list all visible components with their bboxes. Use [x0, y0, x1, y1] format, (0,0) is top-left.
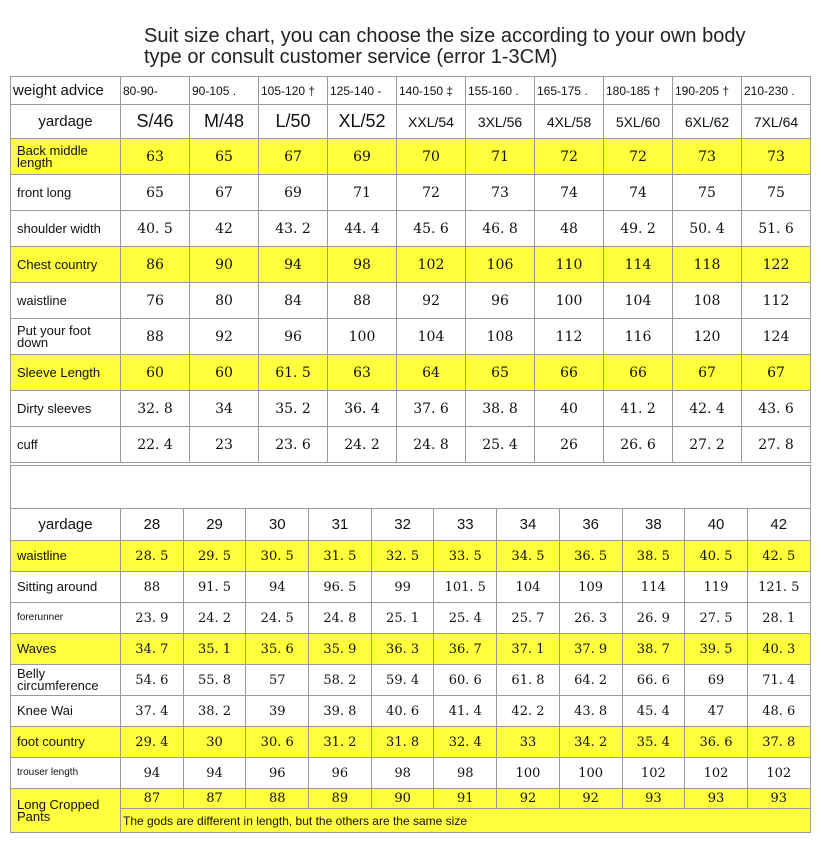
- row-put-your-foot-down: [11, 319, 811, 355]
- measurement-cell: 72: [604, 139, 673, 175]
- measurement-cell: 92: [559, 789, 622, 809]
- measurement-cell: 43. 2: [259, 211, 328, 247]
- measurement-cell: 39. 5: [685, 634, 748, 665]
- row-label: Knee Wai: [11, 696, 121, 727]
- row-back-middle-length: [11, 139, 811, 175]
- measurement-cell: 76: [121, 283, 190, 319]
- measurement-cell: 39. 8: [309, 696, 372, 727]
- measurement-cell: 54. 6: [121, 665, 184, 696]
- measurement-cell: 41. 2: [604, 391, 673, 427]
- weight-advice-row: [11, 77, 811, 105]
- measurement-cell: 100: [559, 758, 622, 789]
- row-label: forerunner: [11, 603, 121, 634]
- measurement-cell: 42. 4: [673, 391, 742, 427]
- measurement-cell: 37. 9: [559, 634, 622, 665]
- measurement-cell: 71. 4: [747, 665, 810, 696]
- pants-size-table: [10, 465, 811, 833]
- measurement-cell: 60. 6: [434, 665, 497, 696]
- measurement-cell: 94: [121, 758, 184, 789]
- weight-advice-cell: 90-105 .: [190, 77, 259, 105]
- measurement-cell: 60: [121, 355, 190, 391]
- weight-advice-cell: 190-205 †: [673, 77, 742, 105]
- measurement-cell: 96: [466, 283, 535, 319]
- measurement-cell: 36. 7: [434, 634, 497, 665]
- size-header: 5XL/60: [604, 105, 673, 139]
- row-label: Chest country: [11, 247, 121, 283]
- measurement-cell: 34. 5: [497, 541, 560, 572]
- measurement-cell: 42. 5: [747, 541, 810, 572]
- measurement-cell: 73: [466, 175, 535, 211]
- measurement-cell: 24. 2: [328, 427, 397, 463]
- measurement-cell: 33: [497, 727, 560, 758]
- measurement-cell: 98: [434, 758, 497, 789]
- measurement-cell: 104: [397, 319, 466, 355]
- measurement-cell: 37. 8: [747, 727, 810, 758]
- measurement-cell: 40: [535, 391, 604, 427]
- measurement-cell: 24. 2: [183, 603, 246, 634]
- measurement-cell: 27. 2: [673, 427, 742, 463]
- weight-advice-label: weight advice: [11, 77, 121, 105]
- measurement-cell: 24. 8: [397, 427, 466, 463]
- measurement-cell: 104: [497, 572, 560, 603]
- row-sitting-around: [11, 572, 811, 603]
- measurement-cell: 40. 6: [371, 696, 434, 727]
- measurement-cell: 28. 1: [747, 603, 810, 634]
- measurement-cell: 104: [604, 283, 673, 319]
- size-header: 4XL/58: [535, 105, 604, 139]
- measurement-cell: 66: [604, 355, 673, 391]
- size-header: 38: [622, 509, 685, 541]
- row-label: waistline: [11, 541, 121, 572]
- measurement-cell: 40. 5: [121, 211, 190, 247]
- measurement-cell: 61. 8: [497, 665, 560, 696]
- measurement-cell: 102: [397, 247, 466, 283]
- weight-advice-cell: 140-150 ‡: [397, 77, 466, 105]
- row-label: front long: [11, 175, 121, 211]
- spacer-row: [11, 466, 811, 509]
- size-header: 31: [309, 509, 372, 541]
- measurement-cell: 34. 7: [121, 634, 184, 665]
- measurement-cell: 96: [259, 319, 328, 355]
- measurement-cell: 64. 2: [559, 665, 622, 696]
- measurement-cell: 65: [466, 355, 535, 391]
- measurement-cell: 40. 3: [747, 634, 810, 665]
- measurement-cell: 112: [535, 319, 604, 355]
- measurement-cell: 67: [259, 139, 328, 175]
- row-label: shoulder width: [11, 211, 121, 247]
- measurement-cell: 121. 5: [747, 572, 810, 603]
- size-header: 42: [747, 509, 810, 541]
- measurement-cell: 45. 6: [397, 211, 466, 247]
- measurement-cell: 75: [742, 175, 811, 211]
- measurement-cell: 93: [747, 789, 810, 809]
- measurement-cell: 25. 1: [371, 603, 434, 634]
- size-header: 32: [371, 509, 434, 541]
- measurement-cell: 73: [673, 139, 742, 175]
- measurement-cell: 25. 7: [497, 603, 560, 634]
- yardage-label: yardage: [11, 105, 121, 139]
- measurement-cell: 63: [121, 139, 190, 175]
- weight-advice-cell: 180-185 †: [604, 77, 673, 105]
- measurement-cell: 88: [121, 572, 184, 603]
- row-sleeve-length: [11, 355, 811, 391]
- measurement-cell: 106: [466, 247, 535, 283]
- measurement-cell: 69: [259, 175, 328, 211]
- measurement-cell: 71: [328, 175, 397, 211]
- measurement-cell: 36. 6: [685, 727, 748, 758]
- measurement-cell: 25. 4: [466, 427, 535, 463]
- row-knee-wai: [11, 696, 811, 727]
- measurement-cell: 35. 6: [246, 634, 309, 665]
- measurement-cell: 34: [190, 391, 259, 427]
- measurement-cell: 42: [190, 211, 259, 247]
- measurement-cell: 122: [742, 247, 811, 283]
- measurement-cell: 51. 6: [742, 211, 811, 247]
- measurement-cell: 30: [183, 727, 246, 758]
- measurement-cell: 42. 2: [497, 696, 560, 727]
- measurement-cell: 64: [397, 355, 466, 391]
- measurement-cell: 66. 6: [622, 665, 685, 696]
- row-shoulder-width: [11, 211, 811, 247]
- chart-title: Suit size chart, you can choose the size according to your own body type or consult customer service (error 1-3CM): [144, 25, 746, 68]
- measurement-cell: 102: [747, 758, 810, 789]
- measurement-cell: 22. 4: [121, 427, 190, 463]
- measurement-cell: 108: [466, 319, 535, 355]
- note-row: [11, 809, 811, 833]
- measurement-cell: 35. 1: [183, 634, 246, 665]
- measurement-cell: 102: [622, 758, 685, 789]
- measurement-cell: 84: [259, 283, 328, 319]
- measurement-cell: 119: [685, 572, 748, 603]
- measurement-cell: 100: [328, 319, 397, 355]
- measurement-cell: 73: [742, 139, 811, 175]
- measurement-cell: 75: [673, 175, 742, 211]
- measurement-cell: 37. 6: [397, 391, 466, 427]
- measurement-cell: 67: [673, 355, 742, 391]
- measurement-cell: 92: [190, 319, 259, 355]
- measurement-cell: 114: [622, 572, 685, 603]
- size-header: 29: [183, 509, 246, 541]
- row-label: Sleeve Length: [11, 355, 121, 391]
- measurement-cell: 27. 8: [742, 427, 811, 463]
- measurement-cell: 36. 3: [371, 634, 434, 665]
- measurement-cell: 88: [246, 789, 309, 809]
- measurement-cell: 23: [190, 427, 259, 463]
- measurement-cell: 88: [328, 283, 397, 319]
- jacket-size-table: [10, 76, 811, 463]
- measurement-cell: 35. 2: [259, 391, 328, 427]
- measurement-cell: 45. 4: [622, 696, 685, 727]
- measurement-cell: 26: [535, 427, 604, 463]
- measurement-cell: 88: [121, 319, 190, 355]
- row-label: Sitting around: [11, 572, 121, 603]
- size-header: 30: [246, 509, 309, 541]
- row-belly-circumference: [11, 665, 811, 696]
- measurement-cell: 35. 4: [622, 727, 685, 758]
- measurement-cell: 43. 8: [559, 696, 622, 727]
- row-foot-country: [11, 727, 811, 758]
- row-label: cuff: [11, 427, 121, 463]
- size-header: 6XL/62: [673, 105, 742, 139]
- size-header: 40: [685, 509, 748, 541]
- row-label: Long Cropped Pants: [11, 789, 121, 833]
- weight-advice-cell: 210-230 .: [742, 77, 811, 105]
- measurement-cell: 37. 4: [121, 696, 184, 727]
- weight-advice-cell: 105-120 †: [259, 77, 328, 105]
- row-trouser-length: [11, 758, 811, 789]
- measurement-cell: 57: [246, 665, 309, 696]
- weight-advice-cell: 165-175 .: [535, 77, 604, 105]
- measurement-cell: 55. 8: [183, 665, 246, 696]
- measurement-cell: 32. 5: [371, 541, 434, 572]
- measurement-cell: 27. 5: [685, 603, 748, 634]
- weight-advice-cell: 125-140 -: [328, 77, 397, 105]
- measurement-cell: 37. 1: [497, 634, 560, 665]
- measurement-cell: 74: [535, 175, 604, 211]
- measurement-cell: 80: [190, 283, 259, 319]
- measurement-cell: 24. 8: [309, 603, 372, 634]
- row-label: Waves: [11, 634, 121, 665]
- measurement-cell: 31. 5: [309, 541, 372, 572]
- measurement-cell: 29. 4: [121, 727, 184, 758]
- size-header: M/48: [190, 105, 259, 139]
- measurement-cell: 124: [742, 319, 811, 355]
- measurement-cell: 29. 5: [183, 541, 246, 572]
- row-label: foot country: [11, 727, 121, 758]
- size-header: XXL/54: [397, 105, 466, 139]
- measurement-cell: 36. 5: [559, 541, 622, 572]
- measurement-cell: 116: [604, 319, 673, 355]
- row-waistline: [11, 541, 811, 572]
- measurement-cell: 112: [742, 283, 811, 319]
- measurement-cell: 86: [121, 247, 190, 283]
- measurement-cell: 92: [497, 789, 560, 809]
- measurement-cell: 109: [559, 572, 622, 603]
- measurement-cell: 49. 2: [604, 211, 673, 247]
- measurement-cell: 25. 4: [434, 603, 497, 634]
- measurement-cell: 92: [397, 283, 466, 319]
- measurement-cell: 114: [604, 247, 673, 283]
- row-waves: [11, 634, 811, 665]
- measurement-cell: 94: [246, 572, 309, 603]
- yardage-label: yardage: [11, 509, 121, 541]
- measurement-cell: 23. 6: [259, 427, 328, 463]
- measurement-cell: 32. 4: [434, 727, 497, 758]
- measurement-cell: 40. 5: [685, 541, 748, 572]
- measurement-cell: 87: [183, 789, 246, 809]
- measurement-cell: 96: [309, 758, 372, 789]
- measurement-cell: 108: [673, 283, 742, 319]
- measurement-cell: 31. 2: [309, 727, 372, 758]
- size-header: 28: [121, 509, 184, 541]
- measurement-cell: 26. 6: [604, 427, 673, 463]
- measurement-cell: 44. 4: [328, 211, 397, 247]
- measurement-cell: 43. 6: [742, 391, 811, 427]
- measurement-cell: 26. 9: [622, 603, 685, 634]
- measurement-cell: 89: [309, 789, 372, 809]
- measurement-cell: 67: [190, 175, 259, 211]
- measurement-cell: 94: [183, 758, 246, 789]
- spacer-cell: [11, 466, 811, 509]
- measurement-cell: 38. 7: [622, 634, 685, 665]
- measurement-cell: 24. 5: [246, 603, 309, 634]
- row-label: waistline: [11, 283, 121, 319]
- measurement-cell: 32. 8: [121, 391, 190, 427]
- row-dirty-sleeves: [11, 391, 811, 427]
- measurement-cell: 74: [604, 175, 673, 211]
- measurement-cell: 87: [121, 789, 184, 809]
- measurement-cell: 94: [259, 247, 328, 283]
- measurement-cell: 91. 5: [183, 572, 246, 603]
- measurement-cell: 58. 2: [309, 665, 372, 696]
- size-header: L/50: [259, 105, 328, 139]
- measurement-cell: 23. 9: [121, 603, 184, 634]
- measurement-cell: 41. 4: [434, 696, 497, 727]
- row-forerunner: [11, 603, 811, 634]
- size-header: 33: [434, 509, 497, 541]
- measurement-cell: 102: [685, 758, 748, 789]
- measurement-cell: 91: [434, 789, 497, 809]
- size-header: 7XL/64: [742, 105, 811, 139]
- measurement-cell: 93: [685, 789, 748, 809]
- measurement-cell: 28. 5: [121, 541, 184, 572]
- measurement-cell: 33. 5: [434, 541, 497, 572]
- length-note: The gods are different in length, but the others are the same size: [121, 809, 811, 833]
- measurement-cell: 118: [673, 247, 742, 283]
- measurement-cell: 39: [246, 696, 309, 727]
- measurement-cell: 72: [397, 175, 466, 211]
- measurement-cell: 59. 4: [371, 665, 434, 696]
- measurement-cell: 38. 2: [183, 696, 246, 727]
- measurement-cell: 48: [535, 211, 604, 247]
- measurement-cell: 38. 8: [466, 391, 535, 427]
- size-header: 3XL/56: [466, 105, 535, 139]
- measurement-cell: 69: [328, 139, 397, 175]
- measurement-cell: 96: [246, 758, 309, 789]
- pants-yardage-row: [11, 509, 811, 541]
- measurement-cell: 93: [622, 789, 685, 809]
- measurement-cell: 31. 8: [371, 727, 434, 758]
- measurement-cell: 61. 5: [259, 355, 328, 391]
- measurement-cell: 98: [371, 758, 434, 789]
- measurement-cell: 90: [371, 789, 434, 809]
- row-waistline: [11, 283, 811, 319]
- measurement-cell: 100: [535, 283, 604, 319]
- measurement-cell: 96. 5: [309, 572, 372, 603]
- row-long-cropped-pants: [11, 789, 811, 809]
- measurement-cell: 70: [397, 139, 466, 175]
- size-header: 36: [559, 509, 622, 541]
- measurement-cell: 98: [328, 247, 397, 283]
- measurement-cell: 71: [466, 139, 535, 175]
- measurement-cell: 66: [535, 355, 604, 391]
- row-cuff: [11, 427, 811, 463]
- row-label: trouser length: [11, 758, 121, 789]
- measurement-cell: 67: [742, 355, 811, 391]
- row-label: Belly circumference: [11, 665, 121, 696]
- measurement-cell: 65: [121, 175, 190, 211]
- measurement-cell: 36. 4: [328, 391, 397, 427]
- measurement-cell: 110: [535, 247, 604, 283]
- measurement-cell: 72: [535, 139, 604, 175]
- measurement-cell: 120: [673, 319, 742, 355]
- measurement-cell: 26. 3: [559, 603, 622, 634]
- measurement-cell: 38. 5: [622, 541, 685, 572]
- measurement-cell: 30. 6: [246, 727, 309, 758]
- measurement-cell: 48. 6: [747, 696, 810, 727]
- measurement-cell: 46. 8: [466, 211, 535, 247]
- measurement-cell: 99: [371, 572, 434, 603]
- measurement-cell: 69: [685, 665, 748, 696]
- weight-advice-cell: 80-90-: [121, 77, 190, 105]
- measurement-cell: 65: [190, 139, 259, 175]
- row-label: Back middle length: [11, 139, 121, 175]
- measurement-cell: 100: [497, 758, 560, 789]
- row-front-long: [11, 175, 811, 211]
- weight-advice-cell: 155-160 .: [466, 77, 535, 105]
- measurement-cell: 50. 4: [673, 211, 742, 247]
- measurement-cell: 35. 9: [309, 634, 372, 665]
- size-header: S/46: [121, 105, 190, 139]
- measurement-cell: 90: [190, 247, 259, 283]
- measurement-cell: 63: [328, 355, 397, 391]
- size-header: XL/52: [328, 105, 397, 139]
- row-chest-country: [11, 247, 811, 283]
- measurement-cell: 34. 2: [559, 727, 622, 758]
- measurement-cell: 47: [685, 696, 748, 727]
- size-header: 34: [497, 509, 560, 541]
- jacket-yardage-row: [11, 105, 811, 139]
- measurement-cell: 60: [190, 355, 259, 391]
- row-label: Put your foot down: [11, 319, 121, 355]
- measurement-cell: 101. 5: [434, 572, 497, 603]
- measurement-cell: 30. 5: [246, 541, 309, 572]
- row-label: Dirty sleeves: [11, 391, 121, 427]
